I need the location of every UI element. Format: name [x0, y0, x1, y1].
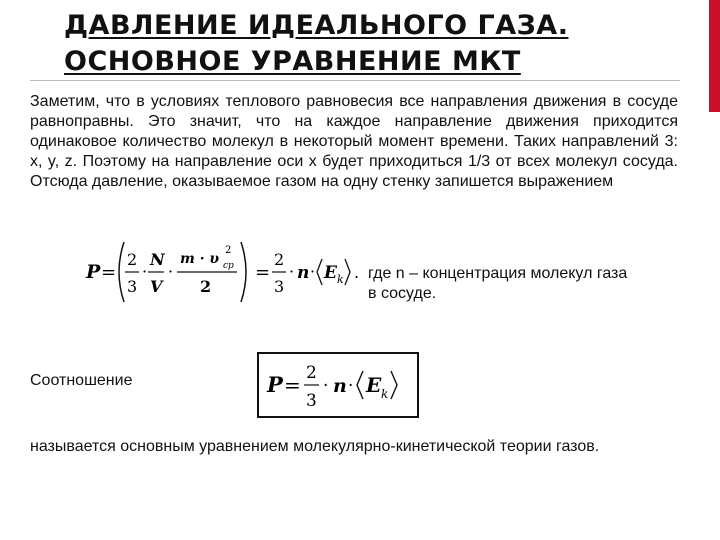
formula1-three-2: 3 — [274, 277, 285, 296]
formula2-k: k — [381, 387, 389, 401]
formula2-dot-2: · — [348, 376, 354, 396]
formula1-left-angle — [317, 259, 322, 285]
formula1-dot-3: · — [289, 262, 295, 281]
formula2-eq: = — [284, 373, 301, 397]
main-equation-box — [257, 352, 419, 418]
formula1-dot-1: · — [142, 262, 148, 281]
formula1-two-2: 2 — [274, 250, 285, 269]
note-line-2: в сосуде. — [368, 285, 437, 302]
formula1-eq: = — [101, 262, 117, 283]
formula1-superscript: 2 — [225, 245, 232, 256]
formula1-two: 2 — [127, 250, 138, 269]
formula1-right-angle — [345, 259, 350, 285]
concentration-note — [368, 264, 688, 304]
body-paragraph: Заметим, что в условиях теплового равновесия все направления движения в сосуде равноправны. Это значит, что на каждое направление движения приходится одинаковое количество молекул в некоторый момент времени. Таких направлений 3: x, y, z. Поэтому на направление оси x будет приходиться 1/3 от всех молекул сосуда. Отсюда давление, оказываемое газом на одну стенку запишется выражением — [30, 93, 678, 190]
slide-title — [64, 8, 704, 80]
formula1-denominator: 2 — [200, 277, 212, 296]
ratio-label: Соотношение — [30, 372, 133, 389]
title-line-2: ОСНОВНОЕ УРАВНЕНИЕ МКТ — [64, 46, 521, 77]
formula1-m-v: m · υ — [180, 251, 220, 267]
formula2-n: n — [333, 375, 347, 397]
formula1-dot-2: · — [168, 262, 174, 281]
formula1-eq-2: = — [255, 262, 271, 283]
formula1-dot-4: · — [310, 262, 316, 281]
title-divider — [30, 80, 680, 81]
formula1-subscript: ср — [223, 261, 234, 271]
conclusion-text: называется основным уравнением молекулярно-кинетической теории газов. — [30, 438, 600, 455]
formula2-three: 3 — [306, 391, 317, 411]
formula1-E: E — [324, 263, 337, 283]
formula2-P: P — [267, 372, 283, 397]
formula2-two: 2 — [306, 363, 317, 383]
formula1-left-paren — [119, 242, 124, 302]
formula1-k: k — [337, 273, 344, 286]
formula1-n: n — [297, 263, 310, 283]
note-line-1: где n – концентрация молекул газа — [368, 265, 628, 282]
formula2-E: E — [366, 373, 382, 397]
pressure-formula — [84, 232, 364, 312]
formula2-dot-1: · — [323, 376, 329, 396]
formula1-P: P — [86, 261, 101, 283]
title-line-1: ДАВЛЕНИЕ ИДЕАЛЬНОГО ГАЗА. — [64, 10, 569, 41]
formula1-V: V — [150, 277, 163, 296]
formula1-right-paren — [241, 242, 246, 302]
formula2-right-angle — [391, 371, 397, 399]
formula2-left-angle — [357, 371, 363, 399]
formula1-three: 3 — [127, 277, 138, 296]
accent-bar — [709, 0, 720, 112]
formula1-N: N — [150, 250, 165, 269]
formula1-period: . — [354, 263, 360, 282]
